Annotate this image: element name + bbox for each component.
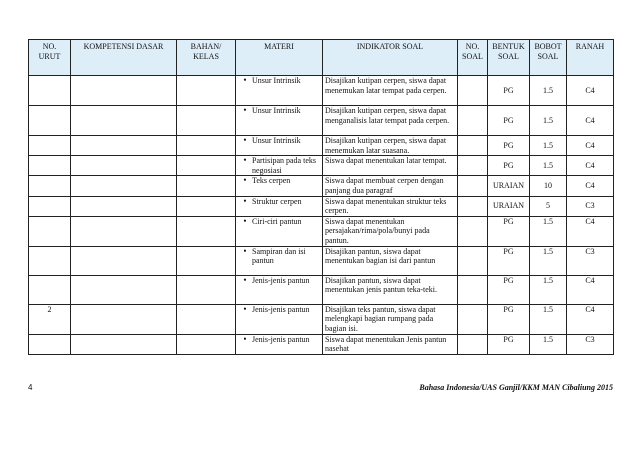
cell-no-soal (458, 246, 488, 275)
cell-bahan-kelas (177, 304, 236, 334)
cell-bobot-soal: 1.5 (530, 136, 567, 156)
cell-bobot-soal: 1.5 (530, 246, 567, 275)
cell-bobot-soal: 1.5 (530, 216, 567, 246)
cell-materi (236, 246, 323, 275)
cell-bobot-soal: 5 (530, 196, 567, 216)
cell-no-urut (29, 196, 71, 216)
materi-text: Jenis-jenis pantun (252, 275, 310, 285)
cell-bahan-kelas (177, 76, 236, 106)
cell-no-soal (458, 176, 488, 196)
cell-no-soal (458, 334, 488, 354)
cell-indikator-soal: Siswa dapat menentukan latar tempat. (323, 156, 458, 176)
header-kompetensi-dasar: KOMPETENSI DASAR (71, 40, 177, 76)
table-row (29, 246, 614, 275)
cell-bentuk-soal: PG (488, 246, 530, 275)
cell-kompetensi-dasar (71, 156, 177, 176)
cell-indikator-soal: Siswa dapat menentukan persajakan/rima/pola/bunyi pada pantun. (323, 216, 458, 246)
header-materi: MATERI (236, 40, 323, 76)
table-row (29, 304, 614, 334)
cell-bahan-kelas (177, 176, 236, 196)
bullet-icon: • (243, 105, 247, 115)
cell-kompetensi-dasar (71, 275, 177, 304)
cell-materi (236, 176, 323, 196)
cell-kompetensi-dasar (71, 246, 177, 275)
cell-bobot-soal: 1.5 (530, 275, 567, 304)
cell-no-urut (29, 334, 71, 354)
cell-materi (236, 334, 323, 354)
page-footer (28, 383, 613, 392)
cell-indikator-soal: Siswa dapat menentukan Jenis pantun nasehat (323, 334, 458, 354)
cell-ranah: C3 (567, 196, 614, 216)
materi-text: Unsur Intrinsik (252, 106, 301, 115)
table-row (29, 196, 614, 216)
cell-ranah: C4 (567, 156, 614, 176)
cell-materi (236, 106, 323, 136)
bullet-icon: • (243, 75, 247, 85)
cell-no-soal (458, 156, 488, 176)
cell-no-urut (29, 246, 71, 275)
cell-ranah: C3 (567, 334, 614, 354)
header-bobot-soal: BOBOT SOAL (530, 40, 567, 76)
bullet-icon: • (243, 135, 247, 145)
cell-bentuk-soal: URAIAN (488, 196, 530, 216)
cell-kompetensi-dasar (71, 136, 177, 156)
cell-materi (236, 196, 323, 216)
materi-text: Unsur Intrinsik (252, 76, 301, 85)
cell-no-urut (29, 216, 71, 246)
cell-materi (236, 304, 323, 334)
cell-no-soal (458, 136, 488, 156)
header-no-soal: NO. SOAL (458, 40, 488, 76)
table-header-row (29, 40, 614, 76)
cell-bentuk-soal: PG (488, 76, 530, 106)
materi-text: Partisipan pada teks negosiasi (252, 156, 316, 175)
cell-no-urut (29, 76, 71, 106)
cell-ranah: C4 (567, 76, 614, 106)
cell-bahan-kelas (177, 246, 236, 275)
cell-no-soal (458, 106, 488, 136)
cell-ranah: C4 (567, 106, 614, 136)
cell-indikator-soal: Disajikan kutipan cerpen, siswa dapat menemukan latar tempat pada cerpen. (323, 76, 458, 106)
cell-materi (236, 136, 323, 156)
table-row (29, 176, 614, 196)
bullet-icon: • (243, 245, 247, 256)
cell-bentuk-soal: PG (488, 136, 530, 156)
cell-no-urut (29, 176, 71, 196)
cell-kompetensi-dasar (71, 304, 177, 334)
cell-no-soal (458, 275, 488, 304)
cell-no-urut (29, 156, 71, 176)
cell-indikator-soal: Disajikan kutipan cerpen, siswa dapat menemukan latar suasana. (323, 136, 458, 156)
table-row (29, 76, 614, 106)
materi-text: Jenis-jenis pantun (252, 334, 310, 344)
cell-kompetensi-dasar (71, 196, 177, 216)
bullet-icon: • (243, 215, 247, 226)
header-bentuk-soal: BENTUK SOAL (488, 40, 530, 76)
kisi-kisi-table (28, 39, 614, 355)
cell-no-urut (29, 275, 71, 304)
cell-bobot-soal: 1.5 (530, 334, 567, 354)
cell-bahan-kelas (177, 136, 236, 156)
bullet-icon: • (243, 303, 247, 314)
cell-ranah: C4 (567, 275, 614, 304)
table-row (29, 156, 614, 176)
cell-kompetensi-dasar (71, 76, 177, 106)
cell-no-soal (458, 76, 488, 106)
cell-bobot-soal: 1.5 (530, 76, 567, 106)
cell-ranah: C4 (567, 216, 614, 246)
document-page (28, 39, 613, 355)
bullet-icon: • (243, 274, 247, 285)
table-row (29, 334, 614, 354)
cell-kompetensi-dasar (71, 334, 177, 354)
cell-no-urut (29, 106, 71, 136)
cell-materi (236, 216, 323, 246)
cell-no-soal (458, 304, 488, 334)
cell-bahan-kelas (177, 196, 236, 216)
table-row (29, 136, 614, 156)
cell-no-urut (29, 136, 71, 156)
cell-indikator-soal: Siswa dapat menentukan struktur teks cerpen. (323, 196, 458, 216)
materi-text: Sampiran dan isi pantun (252, 246, 306, 266)
cell-materi (236, 156, 323, 176)
bullet-icon: • (243, 175, 247, 186)
materi-text: Teks cerpen (252, 176, 291, 186)
cell-no-urut: 2 (29, 304, 71, 334)
table-row (29, 106, 614, 136)
bullet-icon: • (243, 155, 247, 166)
cell-indikator-soal: Disajikan pantun, siswa dapat menentukan bagian isi dari pantun (323, 246, 458, 275)
materi-text: Ciri-ciri pantun (252, 216, 302, 226)
cell-bentuk-soal: PG (488, 275, 530, 304)
cell-kompetensi-dasar (71, 106, 177, 136)
cell-bentuk-soal: PG (488, 106, 530, 136)
header-no-urut: NO. URUT (29, 40, 71, 76)
cell-bahan-kelas (177, 106, 236, 136)
cell-bentuk-soal: URAIAN (488, 176, 530, 196)
cell-no-soal (458, 196, 488, 216)
header-bahan-kelas: BAHAN/ KELAS (177, 40, 236, 76)
bullet-icon: • (243, 333, 247, 344)
cell-kompetensi-dasar (71, 216, 177, 246)
cell-indikator-soal: Disajikan pantun, siswa dapat menentukan jenis pantun teka-teki. (323, 275, 458, 304)
cell-bobot-soal: 10 (530, 176, 567, 196)
cell-bentuk-soal: PG (488, 304, 530, 334)
cell-bentuk-soal: PG (488, 216, 530, 246)
cell-ranah: C4 (567, 136, 614, 156)
header-ranah: RANAH (567, 40, 614, 76)
table-row (29, 275, 614, 304)
cell-no-soal (458, 216, 488, 246)
cell-bentuk-soal: PG (488, 156, 530, 176)
materi-text: Struktur cerpen (252, 196, 302, 206)
cell-indikator-soal: Siswa dapat membuat cerpen dengan panjang dua paragraf (323, 176, 458, 196)
cell-bahan-kelas (177, 334, 236, 354)
cell-bentuk-soal: PG (488, 334, 530, 354)
cell-bahan-kelas (177, 156, 236, 176)
cell-bahan-kelas (177, 216, 236, 246)
table-row (29, 216, 614, 246)
header-indikator-soal: INDIKATOR SOAL (323, 40, 458, 76)
page-number: 4 (28, 383, 33, 392)
cell-indikator-soal: Disajikan kutipan cerpen, siswa dapat menganalisis latar tempat pada cerpen. (323, 106, 458, 136)
cell-bobot-soal: 1.5 (530, 106, 567, 136)
cell-bobot-soal: 1.5 (530, 304, 567, 334)
cell-materi (236, 275, 323, 304)
materi-text: Jenis-jenis pantun (252, 304, 310, 314)
footer-caption: Bahasa Indonesia/UAS Ganjil/KKM MAN Cibaliung 2015 (419, 383, 613, 392)
cell-ranah: C4 (567, 304, 614, 334)
cell-ranah: C4 (567, 176, 614, 196)
materi-text: Unsur Intrinsik (252, 136, 301, 145)
cell-bobot-soal: 1.5 (530, 156, 567, 176)
cell-materi (236, 76, 323, 106)
cell-bahan-kelas (177, 275, 236, 304)
cell-ranah: C3 (567, 246, 614, 275)
cell-kompetensi-dasar (71, 176, 177, 196)
cell-indikator-soal: Disajikan teks pantun, siswa dapat melengkapi bagian rumpang pada bagian isi. (323, 304, 458, 334)
bullet-icon: • (243, 195, 247, 206)
